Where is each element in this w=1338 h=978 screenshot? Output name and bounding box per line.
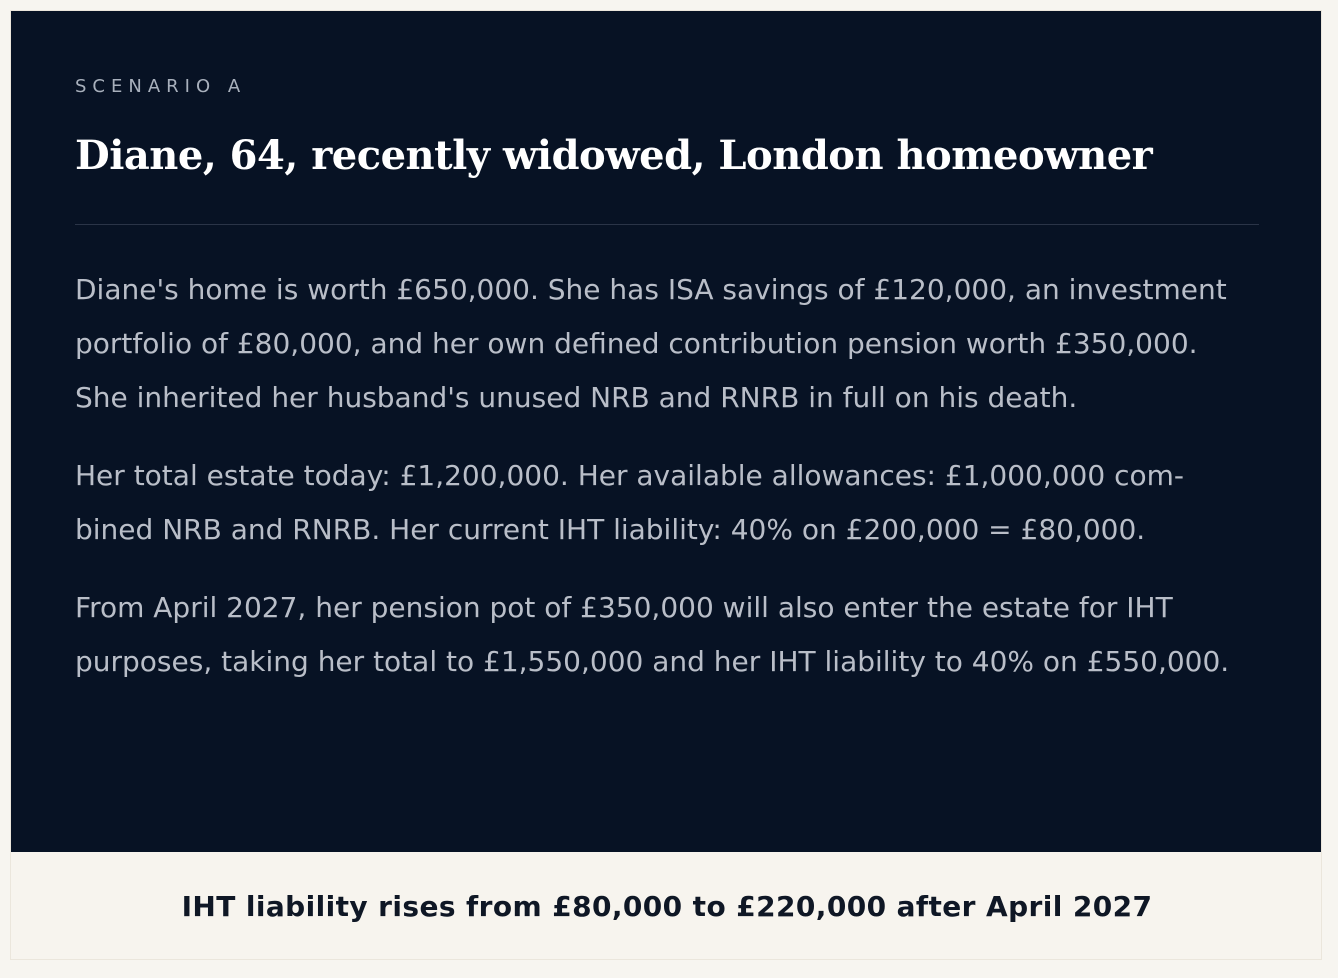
paragraph-april-2027-change: From April 2027, her pension pot of £350,000 will also enter the estate for IHT purposes, taking her total to £1,550,000 and her IHT liability to 40% on £550,000. [75,591,1230,678]
paragraph-current-liability: Her total estate today: £1,200,000. Her available allowances: £1,000,000 com-bined NRB and RNRB. Her current IHT liability: 40% on £200,000 = £80,000. [75,459,1184,546]
paragraph-estate-assets: Diane's home is worth £650,000. She has ISA savings of £120,000, an investment portfolio of £80,000, and her own defined contribution pension worth £350,000. She inherited her husband's unused NRB and RNRB in full on his death. [75,273,1227,414]
scenario-title: Diane, 64, recently widowed, London homeowner [75,132,1153,179]
scenario-details-panel [11,11,1322,852]
scenario-card [10,10,1322,960]
liability-summary: IHT liability rises from £80,000 to £220,000 after April 2027 [11,852,1322,960]
scenario-label: SCENARIO A [75,76,247,97]
section-divider [75,224,1259,225]
